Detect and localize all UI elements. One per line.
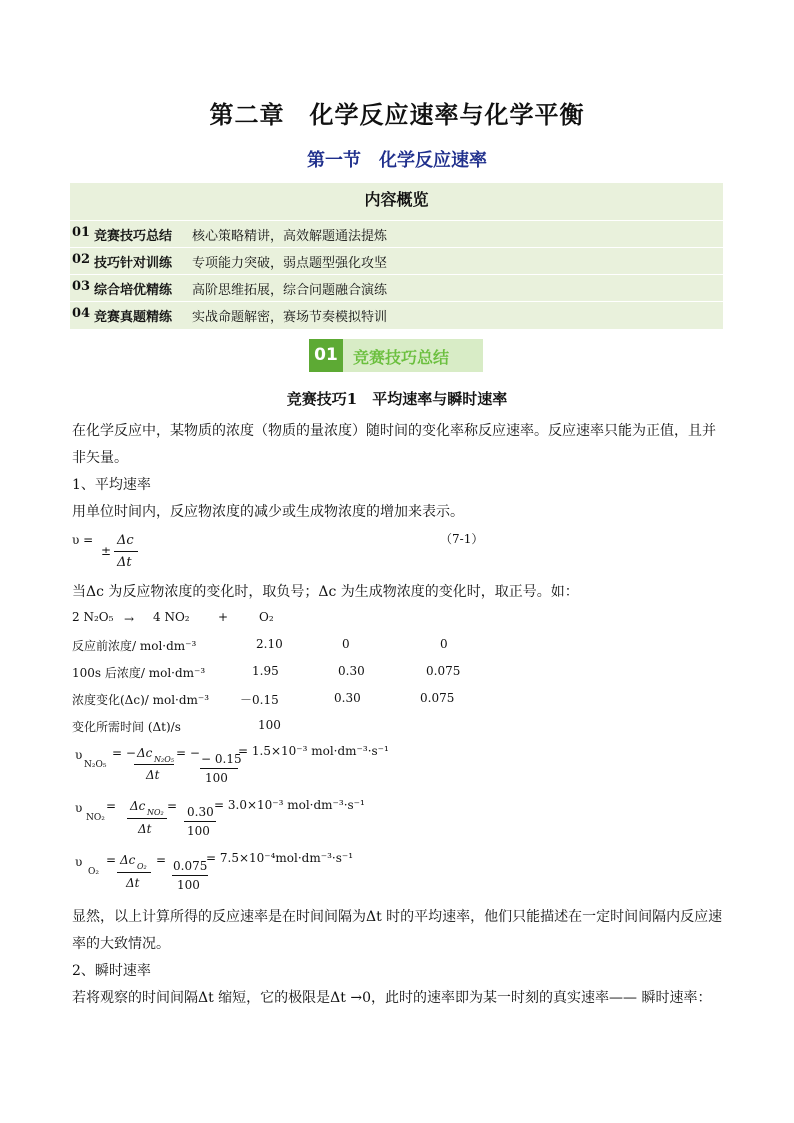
row-value-o2: 0	[440, 637, 448, 651]
overview-heading: 内容概览	[364, 190, 429, 209]
heading-instant-rate: 2、瞬时速率	[72, 963, 151, 979]
rate-num-subscript: N₂O₅	[154, 755, 174, 764]
row-label: 变化所需时间 (Δt)/s	[72, 720, 181, 734]
badge-label: 竞赛技巧总结	[353, 348, 450, 367]
row-value-o2: 0.075	[420, 691, 455, 705]
row-value-o2: 0.075	[426, 664, 461, 678]
rate-num-subscript: O₂	[137, 862, 147, 871]
equation-number: （7-1）	[440, 532, 484, 546]
reactant-n2o5: 2 N₂O₅	[72, 610, 114, 624]
row-label: 浓度变化(Δc)/ mol·dm⁻³	[72, 693, 210, 707]
overview-row-num: 01	[72, 225, 91, 240]
formula-fraction-bar	[114, 551, 138, 552]
content-overview-box	[70, 183, 723, 329]
formula-pm: ±	[101, 544, 112, 558]
conclusion-line-1: 显然，以上计算所得的反应速率是在时间间隔为Δt 时的平均速率，他们只能描述在一定时间间隔内反应速	[72, 909, 723, 925]
rate-subscript: O₂	[88, 867, 99, 877]
instant-rate-text: 若将观察的时间间隔Δt 缩短，它的极限是Δt →0，此时的速率即为某一时刻的真实速率—— 瞬时速率：	[72, 990, 712, 1006]
row-value-n2o5: －0.15	[240, 693, 279, 707]
rate-result: = 7.5×10⁻⁴mol·dm⁻³·s⁻¹	[206, 851, 353, 865]
overview-row-desc: 专项能力突破，弱点题型强化攻坚	[192, 256, 388, 271]
definition-text: 用单位时间内，反应物浓度的减少或生成物浓度的增加来表示。	[72, 504, 464, 520]
badge-number: 01	[309, 339, 343, 372]
formula-numerator: Δc	[117, 533, 134, 548]
heading-average-rate: 1、平均速率	[72, 477, 151, 493]
rate-eq1: =	[106, 853, 117, 867]
formula-denominator: Δt	[117, 555, 132, 570]
overview-row-name: 技巧针对训练	[94, 256, 173, 271]
overview-row-desc: 高阶思维拓展，综合问题融合演练	[192, 283, 388, 298]
overview-row-name: 竞赛技巧总结	[94, 229, 173, 244]
overview-row-desc: 核心策略精讲，高效解题通法提炼	[192, 229, 388, 244]
rate-den: Δt	[138, 822, 152, 836]
rate-fraction-bar	[134, 764, 174, 765]
row-value-time: 100	[258, 718, 281, 732]
rate-eq2: =	[167, 799, 178, 813]
rate-eq1: =	[106, 799, 117, 813]
rate-subscript: N₂O₅	[84, 760, 107, 770]
rate-eq2: = −	[176, 746, 200, 760]
intro-line-1: 在化学反应中，某物质的浓度（物质的量浓度）随时间的变化率称反应速率。反应速率只能为正值，且并	[72, 423, 716, 439]
rate-den2: 100	[187, 824, 210, 838]
technique-title: 竞赛技巧1 平均速率与瞬时速率	[286, 390, 508, 408]
product-no2: 4 NO₂	[153, 610, 190, 624]
chapter-title: 第二章 化学反应速率与化学平衡	[209, 100, 585, 129]
overview-row-name: 综合培优精练	[94, 283, 173, 298]
reaction-plus: +	[218, 610, 229, 624]
overview-row	[70, 274, 723, 299]
row-label: 100s 后浓度/ mol·dm⁻³	[72, 666, 206, 680]
rate-den: Δt	[146, 768, 160, 782]
rate-symbol: υ	[75, 855, 83, 869]
row-value-n2o5: 2.10	[256, 637, 283, 651]
sign-rule-text: 当Δc 为反应物浓度的变化时，取负号；Δc 为生成物浓度的变化时，取正号。如：	[72, 584, 579, 600]
rate-symbol: υ	[75, 748, 83, 762]
overview-row	[70, 301, 723, 326]
rate-eq1: = −	[112, 746, 136, 760]
overview-row-num: 04	[72, 306, 91, 321]
rate-num: Δc	[130, 799, 146, 813]
rate-den2: 100	[205, 771, 228, 785]
product-o2: O₂	[259, 610, 274, 624]
overview-row-name: 竞赛真题精练	[94, 310, 173, 325]
rate-eq2: =	[156, 853, 167, 867]
row-value-no2: 0	[342, 637, 350, 651]
conclusion-line-2: 率的大致情况。	[72, 936, 170, 952]
rate-result: = 3.0×10⁻³ mol·dm⁻³·s⁻¹	[214, 798, 365, 812]
rate-fraction-bar-2	[184, 821, 216, 822]
rate-fraction-bar	[127, 818, 167, 819]
row-value-no2: 0.30	[334, 691, 361, 705]
row-label: 反应前浓度/ mol·dm⁻³	[72, 639, 197, 653]
intro-line-2: 非矢量。	[72, 450, 128, 466]
overview-row	[70, 220, 723, 245]
rate-num: Δc	[137, 746, 153, 760]
rate-den: Δt	[126, 876, 140, 890]
rate-fraction-bar-2	[172, 875, 208, 876]
rate-num2: − 0.15	[201, 752, 242, 766]
section-subtitle: 第一节 化学反应速率	[307, 150, 487, 171]
rate-den2: 100	[177, 878, 200, 892]
rate-fraction-bar-2	[200, 768, 238, 769]
rate-result: = 1.5×10⁻³ mol·dm⁻³·s⁻¹	[238, 744, 389, 758]
rate-subscript: NO₂	[86, 813, 105, 823]
overview-row-num: 03	[72, 279, 91, 294]
rate-num2: 0.075	[173, 859, 208, 873]
row-value-n2o5: 1.95	[252, 664, 279, 678]
overview-row-num: 02	[72, 252, 91, 267]
rate-num: Δc	[120, 853, 136, 867]
row-value-no2: 0.30	[338, 664, 365, 678]
rate-symbol: υ	[75, 801, 83, 815]
overview-row	[70, 247, 723, 272]
rate-num-subscript: NO₂	[147, 808, 164, 817]
rate-num2: 0.30	[187, 805, 214, 819]
reaction-arrow: →	[124, 612, 135, 626]
rate-fraction-bar	[117, 872, 151, 873]
section-badge	[309, 339, 483, 372]
overview-row-desc: 实战命题解密，赛场节奏模拟特训	[192, 310, 388, 325]
formula-lhs: υ =	[72, 533, 94, 547]
